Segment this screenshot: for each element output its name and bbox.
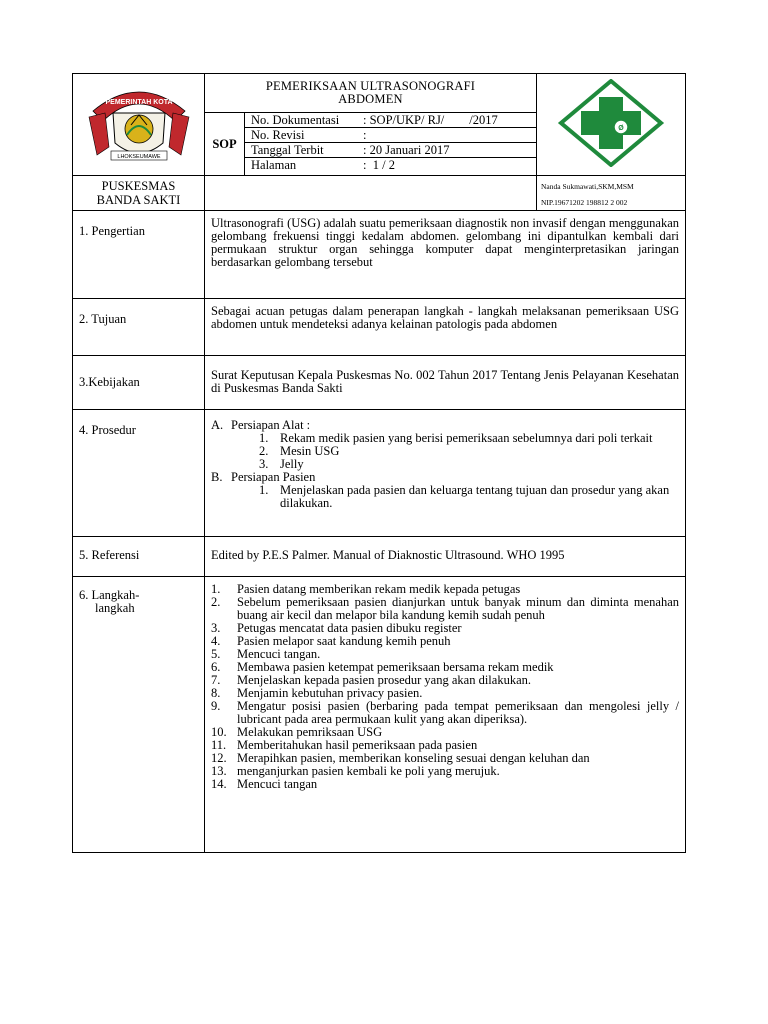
meta-label-revisi: No. Revisi <box>245 128 363 143</box>
step-item: 8. Menjamin kebutuhan privacy pasien. <box>211 686 423 700</box>
meta-value-tanggal: : 20 Januari 2017 <box>363 143 536 158</box>
prosedur-list <box>211 419 679 510</box>
meta-label-halaman: Halaman <box>251 158 297 172</box>
content-referensi: Edited by P.E.S Palmer. Manual of Diaknostic Ultrasound. WHO 1995 <box>205 537 686 577</box>
step-item: 13. menganjurkan pasien kembali ke poli yang merujuk. <box>211 764 500 778</box>
label-tujuan: 2. Tujuan <box>73 299 205 356</box>
svg-text:Ø: Ø <box>618 125 624 132</box>
title-line-1: PEMERIKSAAN ULTRASONOGRAFI <box>265 79 476 93</box>
title-line-2: ABDOMEN <box>338 92 403 106</box>
section-b-title: Persiapan Pasien <box>231 470 316 484</box>
meta-label-tanggal: Tanggal Terbit <box>245 143 363 158</box>
list-item: 1. Rekam medik pasien yang berisi pemeriksaan sebelumnya dari poli terkait <box>259 431 653 445</box>
step-item: 4. Pasien melapor saat kandung kemih penuh <box>211 634 451 648</box>
seal-top-text: PEMERINTAH KOTA <box>104 99 173 106</box>
label-langkah: 6. Langkah- langkah <box>73 577 205 853</box>
signer-nip: NIP.19671202 198812 2 002 <box>541 198 628 207</box>
sop-table <box>72 73 686 853</box>
prosedur-section-b: B. Persiapan Pasien 1. Menjelaskan pada pasien dan keluarga tentang tujuan dan prosedur yang akan dilakukan. <box>211 471 679 510</box>
step-item: 3. Petugas mencatat data pasien dibuku register <box>211 621 462 635</box>
label-pengertian: 1. Pengertian <box>73 211 205 299</box>
content-tujuan: Sebagai acuan petugas dalam penerapan langkah - langkah melaksanan pemeriksaan USG abdomen untuk mendeteksi adanya kelainan patologis pada abdomen <box>205 299 686 356</box>
list-item: 1. Menjelaskan pada pasien dan keluarga tentang tujuan dan prosedur yang akan dilakukan. <box>259 483 670 510</box>
city-seal-logo <box>73 74 205 176</box>
city-seal-icon <box>87 77 191 169</box>
organization-name <box>73 176 205 211</box>
health-cross-icon <box>557 79 665 167</box>
section-a-title: Persiapan Alat : <box>231 418 311 432</box>
step-item: 10. Melakukan pemriksaan USG <box>211 725 383 739</box>
step-item: 2. Sebelum pemeriksaan pasien dianjurkan untuk banyak minum dan diminta menahan buang air kecil dan melapor bila kandung kemih sudah penuh <box>211 595 679 622</box>
content-pengertian: Ultrasonografi (USG) adalah suatu pemeriksaan diagnostik non invasif dengan menggunakan gelombang frekuensi tinggi kedalam abdomen. gelombang ini dipantulkan kembali dari permukaan struktur organ sehingga komputer dapat menginterpretasikan jaringan berdasarkan gelombang tersebut <box>205 211 686 299</box>
blank-cell <box>205 176 537 211</box>
signature-block <box>537 176 686 211</box>
step-item: 9. Mengatur posisi pasien (berbaring pada tempat pemeriksaan dan mengolesi jelly / lubricant pada area permukaan kulit yang akan diperiksa). <box>211 699 679 726</box>
org-line-2: BANDA SAKTI <box>96 193 181 207</box>
step-item: 5. Mencuci tangan. <box>211 647 321 661</box>
meta-value-revisi: : <box>363 128 536 143</box>
seal-bottom-text: LHOKSEUMAWE <box>116 154 161 160</box>
list-item: 2. Mesin USG <box>259 444 340 458</box>
meta-value-dokumentasi: : SOP/UKP/ RJ/ /2017 <box>363 113 536 128</box>
prosedur-section-a: A. Persiapan Alat : 1. Rekam medik pasien yang berisi pemeriksaan sebelumnya dari poli terkait 2. Mesin USG 3. Jelly <box>211 419 679 471</box>
content-prosedur <box>205 410 686 537</box>
sop-label: SOP <box>205 113 245 176</box>
label-referensi: 5. Referensi <box>73 537 205 577</box>
meta-label-dokumentasi: No. Dokumentasi <box>245 113 363 128</box>
step-item: 14. Mencuci tangan <box>211 777 318 791</box>
document-title <box>205 74 537 113</box>
sop-document <box>72 73 685 853</box>
meta-value-halaman: : 1 / 2 <box>363 158 395 172</box>
label-prosedur: 4. Prosedur <box>73 410 205 537</box>
step-item: 7. Menjelaskan kepada pasien prosedur yang akan dilakukan. <box>211 673 531 687</box>
content-langkah <box>205 577 686 853</box>
document-meta <box>245 113 537 176</box>
langkah-list <box>211 583 679 791</box>
signer-name: Nanda Sukmawati,SKM,MSM <box>541 182 634 191</box>
content-kebijakan: Surat Keputusan Kepala Puskesmas No. 002 Tahun 2017 Tentang Jenis Pelayanan Kesehatan di Puskesmas Banda Sakti <box>205 356 686 410</box>
label-kebijakan: 3.Kebijakan <box>73 356 205 410</box>
puskesmas-logo <box>537 74 686 176</box>
step-item: 6. Membawa pasien ketempat pemeriksaan bersama rekam medik <box>211 660 554 674</box>
step-item: 11. Memberitahukan hasil pemeriksaan pada pasien <box>211 738 478 752</box>
step-item: 12. Merapihkan pasien, memberikan konseling sesuai dengan keluhan dan <box>211 751 590 765</box>
org-line-1: PUSKESMAS <box>101 179 176 193</box>
step-item: 1. Pasien datang memberikan rekam medik kepada petugas <box>211 582 521 596</box>
list-item: 3. Jelly <box>259 457 304 471</box>
